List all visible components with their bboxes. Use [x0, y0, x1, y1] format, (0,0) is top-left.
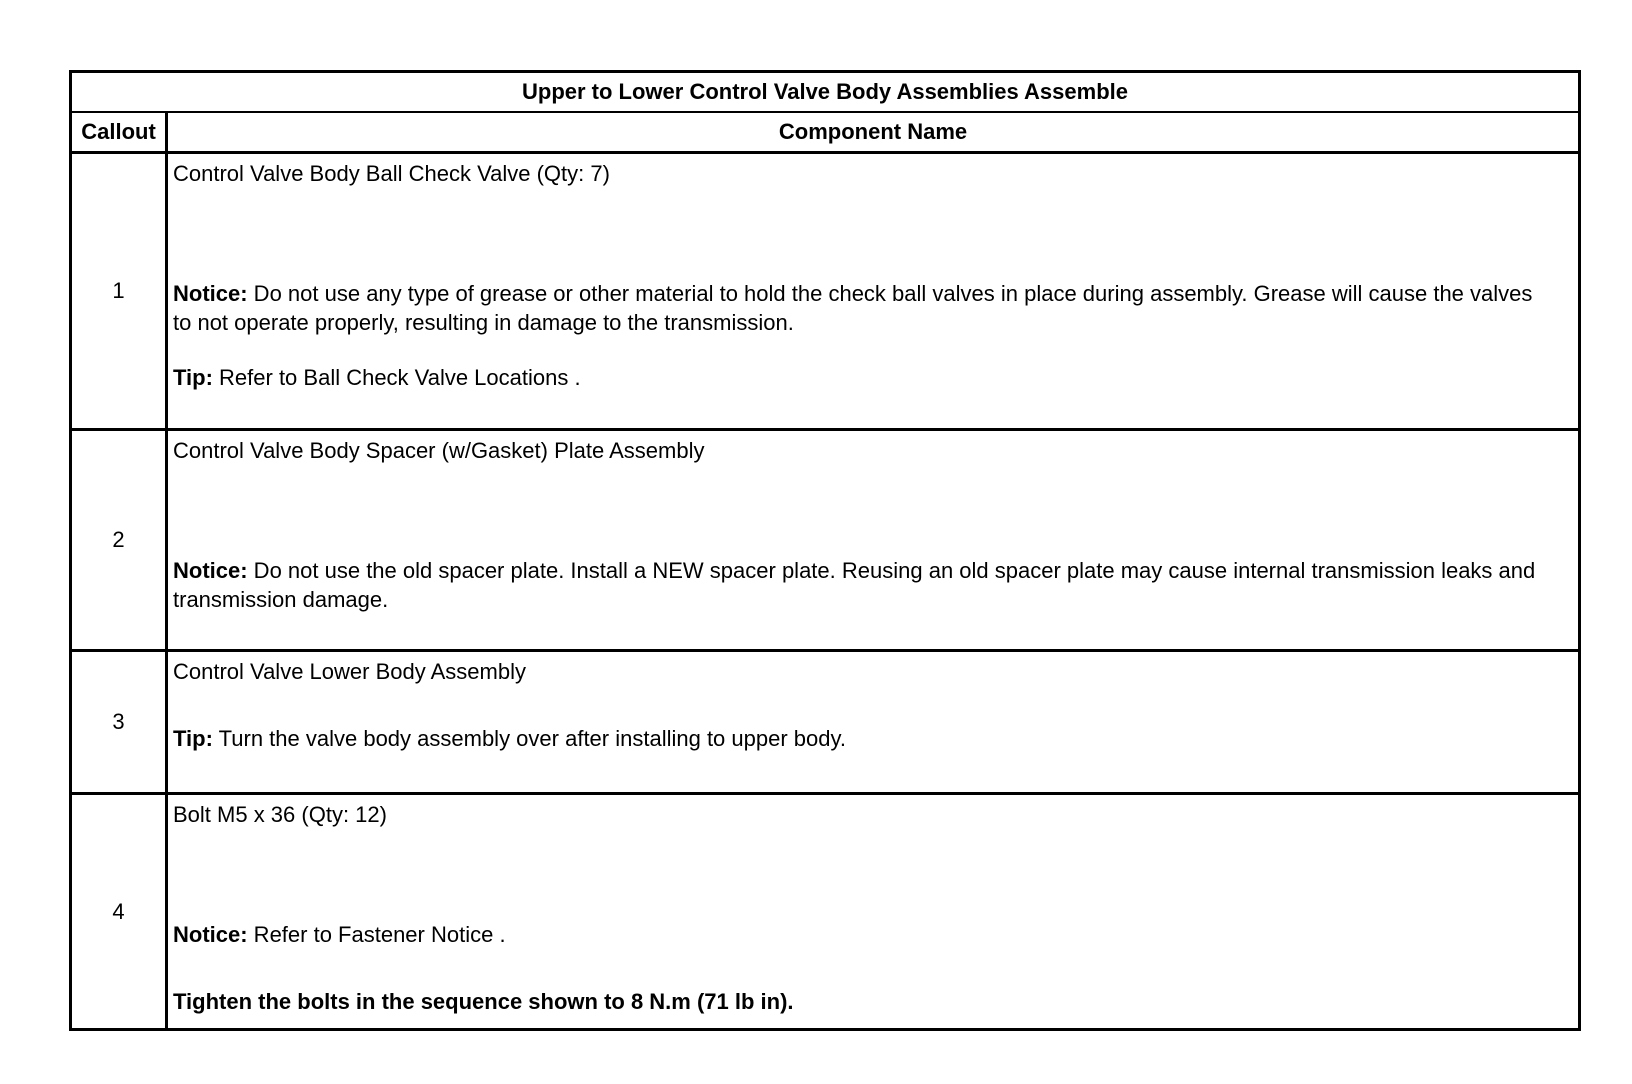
notice-label: Notice: — [173, 922, 248, 947]
notice-label: Notice: — [173, 558, 248, 583]
notice-text: Do not use the old spacer plate. Install a NEW spacer plate. Reusing an old spacer plate may cause internal transmission leaks and transmission damage. — [173, 558, 1536, 612]
component-cell — [168, 795, 1578, 1028]
table-row — [72, 795, 1578, 1028]
callout-number: 4 — [72, 795, 168, 1028]
tip-label: Tip: — [173, 365, 213, 390]
tip-paragraph — [173, 363, 1538, 392]
component-name: Control Valve Body Spacer (w/Gasket) Plate Assembly — [173, 438, 705, 463]
component-cell — [168, 154, 1578, 428]
notice-paragraph — [173, 279, 1538, 337]
component-name-column-header: Component Name — [778, 119, 968, 144]
table-row — [72, 652, 1578, 795]
table-header-row — [72, 113, 1578, 154]
assembly-table — [69, 70, 1581, 1031]
component-name: Bolt M5 x 36 (Qty: 12) — [173, 802, 387, 827]
table-title: Upper to Lower Control Valve Body Assemblies Assemble — [72, 73, 1578, 113]
notice-text: Do not use any type of grease or other material to hold the check ball valves in place during assembly. Grease will cause the valves to not operate properly, resulting in damage to the transmission. — [173, 281, 1533, 335]
component-cell — [168, 652, 1578, 792]
table-row — [72, 431, 1578, 652]
callout-number: 3 — [72, 652, 168, 792]
tip-text: Refer to Ball Check Valve Locations . — [212, 365, 581, 390]
component-cell — [168, 431, 1578, 649]
tip-label: Tip: — [173, 726, 213, 751]
notice-paragraph — [173, 920, 1538, 949]
callout-column-header: Callout — [72, 113, 168, 151]
component-name: Control Valve Lower Body Assembly — [173, 659, 526, 684]
table-row — [72, 154, 1578, 431]
tip-text: Turn the valve body assembly over after installing to upper body. — [212, 726, 846, 751]
component-name: Control Valve Body Ball Check Valve (Qty: 7) — [173, 161, 610, 186]
notice-paragraph — [173, 556, 1538, 614]
torque-specification: Tighten the bolts in the sequence shown to 8 N.m (71 lb in). — [173, 989, 794, 1014]
notice-text: Refer to Fastener Notice . — [247, 922, 506, 947]
notice-label: Notice: — [173, 281, 248, 306]
callout-number: 1 — [72, 154, 168, 428]
tip-paragraph — [173, 724, 1538, 753]
callout-number: 2 — [72, 431, 168, 649]
